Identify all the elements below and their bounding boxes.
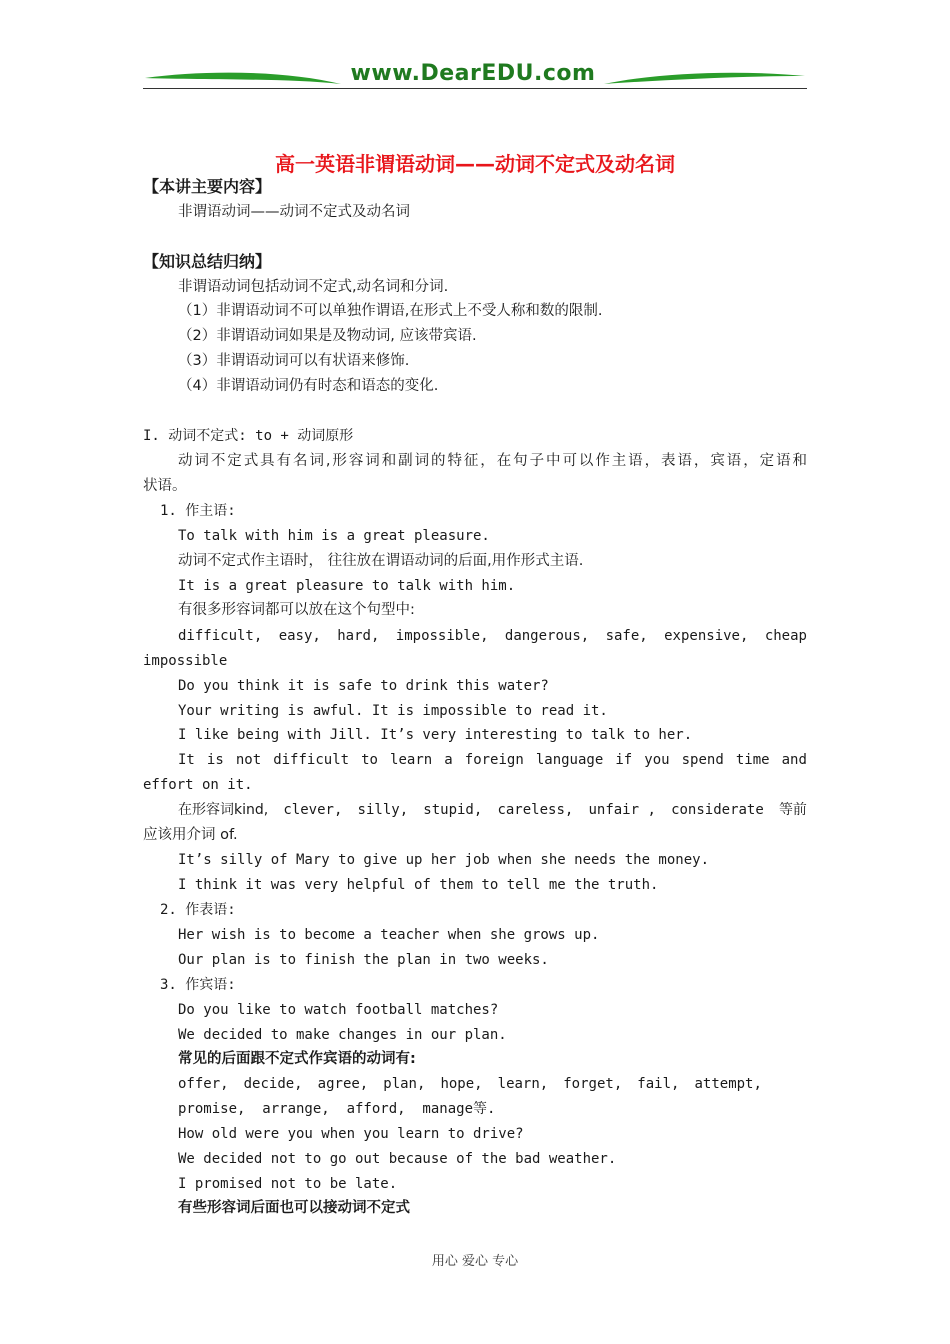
example-sentence — [178, 750, 807, 770]
adjective-word: easy, — [278, 628, 321, 644]
word: not — [235, 752, 262, 768]
example-sentence: To talk with him is a great pleasure. — [178, 528, 490, 544]
section-text-main-content: 非谓语动词——动词不定式及动名词 — [178, 204, 410, 220]
page-footer: 用心 爱心 专心 — [431, 1254, 519, 1269]
verb-word: plan, — [383, 1076, 426, 1092]
example-sentence: Do you like to watch football matches? — [178, 1002, 499, 1018]
grammar-note-of-cont: 应该用介词 of. — [143, 827, 238, 843]
example-sentence: Your writing is awful. It is impossible to read it. — [178, 703, 608, 719]
adjective-word: difficult, — [178, 628, 263, 644]
verb-word: learn, — [497, 1076, 549, 1092]
verb-list — [178, 1074, 762, 1094]
adjective-word: impossible, — [395, 628, 489, 644]
word: spend — [681, 752, 724, 768]
adjective-list — [178, 626, 807, 646]
example-sentence: I promised not to be late. — [178, 1176, 398, 1192]
subsection-label-predicative: 2. 作表语: — [160, 902, 236, 918]
verb-word: offer, — [178, 1076, 229, 1092]
note-segment: clever, — [283, 802, 343, 818]
note-segment: 在形容词kind, — [178, 802, 269, 818]
example-sentence: Her wish is to become a teacher when she grows up. — [178, 927, 600, 943]
grammar-note-of — [178, 800, 807, 820]
subsection-label-subject: 1. 作主语: — [160, 503, 236, 519]
summary-point: （4）非谓语动词仍有时态和语态的变化. — [178, 378, 439, 394]
adjective-word: cheap — [764, 628, 807, 644]
grammar-note: 有很多形容词都可以放在这个句型中: — [178, 602, 415, 618]
adjective-word: expensive, — [664, 628, 749, 644]
grammar-note: 动词不定式作主语时， 往往放在谓语动词的后面,用作形式主语. — [178, 553, 584, 569]
word: foreign — [464, 752, 524, 768]
note-segment: silly, — [357, 802, 409, 818]
note-segment: considerate — [671, 802, 764, 818]
right-swoosh-icon — [602, 68, 807, 90]
summary-point: （1）非谓语动词不可以单独作谓语,在形式上不受人称和数的限制. — [178, 303, 603, 319]
infinitive-description-cont: 状语。 — [143, 478, 187, 494]
word: you — [644, 752, 670, 768]
infinitive-heading: I. 动词不定式: to + 动词原形 — [143, 428, 354, 444]
word: if — [615, 752, 633, 768]
word: to — [361, 752, 378, 768]
example-sentence: We decided not to go out because of the bad weather. — [178, 1151, 617, 1167]
example-sentence: Do you think it is safe to drink this water? — [178, 678, 549, 694]
summary-point: （3）非谓语动词可以有状语来修饰. — [178, 353, 410, 369]
word: and — [781, 752, 807, 768]
summary-point: （2）非谓语动词如果是及物动词, 应该带宾语. — [178, 328, 477, 344]
verb-word: forget, — [563, 1076, 623, 1092]
subsection-label-object: 3. 作宾语: — [160, 977, 236, 993]
note-segment: careless, — [497, 802, 574, 818]
adjective-word: hard, — [337, 628, 380, 644]
word: time — [735, 752, 770, 768]
verb-word: hope, — [440, 1076, 483, 1092]
site-header — [143, 60, 807, 92]
section-heading-main-content: 【本讲主要内容】 — [143, 177, 272, 196]
infinitive-description: 动词不定式具有名词,形容词和副词的特征，在句子中可以作主语，表语，宾语，定语和 — [178, 453, 807, 469]
section-heading-summary: 【知识总结归纳】 — [143, 252, 272, 271]
example-sentence: I like being with Jill. It’s very interesting to talk to her. — [178, 727, 693, 743]
page-title: 高一英语非谓语动词——动词不定式及动名词 — [275, 152, 675, 176]
verb-list-cont: promise, arrange, afford, manage等. — [178, 1101, 496, 1117]
adjective-word: dangerous, — [504, 628, 590, 644]
example-sentence: I think it was very helpful of them to tell me the truth. — [178, 877, 659, 893]
left-swoosh-icon — [143, 68, 343, 90]
verb-word: attempt, — [694, 1076, 762, 1092]
adjective-list-cont: impossible — [143, 653, 228, 669]
word: learn — [390, 752, 433, 768]
example-sentence: How old were you when you learn to drive? — [178, 1126, 524, 1142]
word: It — [178, 752, 195, 768]
example-sentence-cont: effort on it. — [143, 777, 253, 793]
adjectives-heading: 有些形容词后面也可以接动词不定式 — [178, 1200, 410, 1216]
verb-word: agree, — [317, 1076, 369, 1092]
word: language — [535, 752, 604, 768]
adjective-word: safe, — [605, 628, 648, 644]
example-sentence: We decided to make changes in our plan. — [178, 1027, 507, 1043]
header-divider — [143, 88, 807, 89]
brand-logo[interactable]: www.DearEDU.com — [350, 61, 596, 86]
note-segment: stupid, — [423, 802, 483, 818]
example-sentence: It’s silly of Mary to give up her job when she needs the money. — [178, 852, 710, 868]
verbs-heading: 常见的后面跟不定式作宾语的动词有: — [178, 1051, 416, 1067]
summary-intro: 非谓语动词包括动词不定式,动名词和分词. — [178, 279, 449, 295]
verb-word: decide, — [243, 1076, 303, 1092]
note-segment: unfair , — [588, 802, 656, 818]
verb-word: fail, — [637, 1076, 680, 1092]
word: a — [444, 752, 453, 768]
word: is — [206, 752, 224, 768]
note-segment: 等前 — [778, 802, 807, 818]
word: difficult — [273, 752, 350, 768]
example-sentence: It is a great pleasure to talk with him. — [178, 578, 516, 594]
example-sentence: Our plan is to finish the plan in two weeks. — [178, 952, 549, 968]
